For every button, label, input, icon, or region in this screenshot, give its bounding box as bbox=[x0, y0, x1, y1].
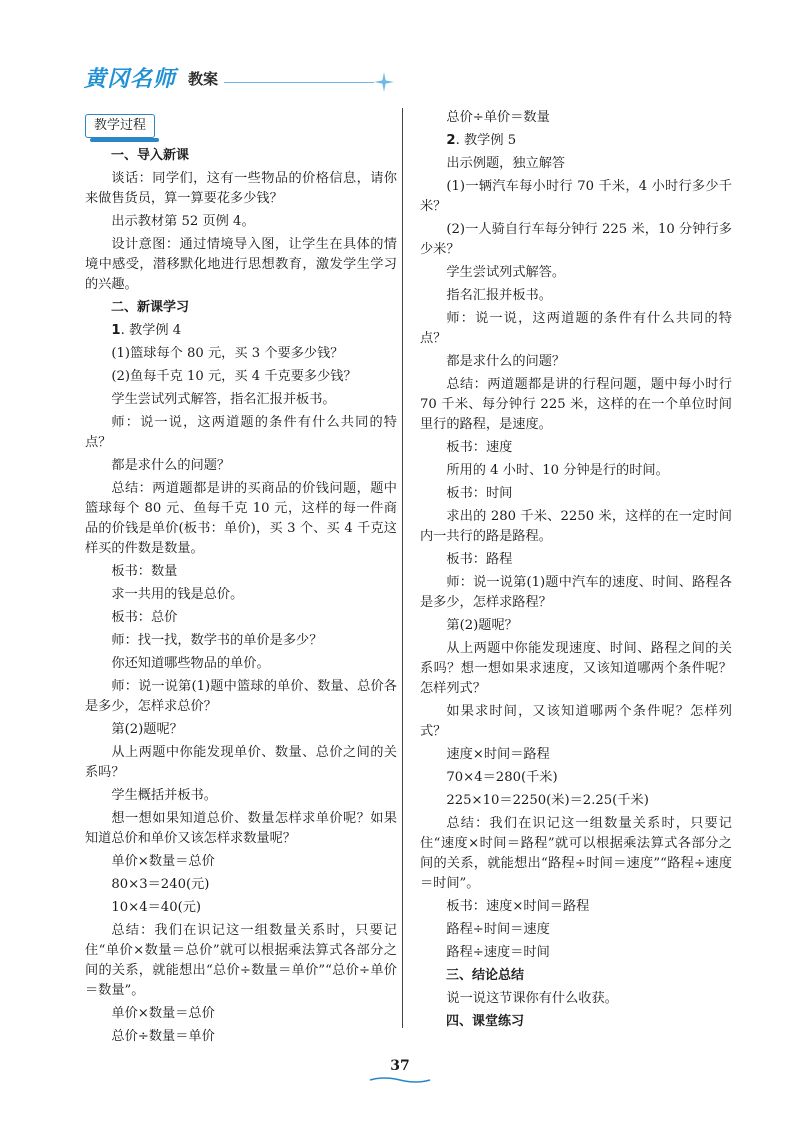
paragraph bbox=[85, 1004, 397, 1024]
paragraph-text: 板书：速度×时间＝路程 bbox=[446, 899, 590, 914]
paragraph-text: 总结：我们在识记这一组数量关系时，只要记住“单价×数量＝总价”就可以根据乘法算式各部分之间的关系，就能想出“总价÷数量＝单价”“总价÷单价＝数量”。 bbox=[85, 923, 397, 998]
paragraph bbox=[420, 639, 732, 699]
paragraph bbox=[85, 654, 397, 674]
paragraph-text: 总价÷单价＝数量 bbox=[446, 110, 550, 125]
paragraph bbox=[420, 768, 732, 788]
paragraph bbox=[420, 814, 732, 894]
paragraph bbox=[420, 550, 732, 570]
paragraph bbox=[85, 743, 397, 783]
paragraph bbox=[420, 438, 732, 458]
paragraph-text: 师：说一说第(1)题中篮球的单价、数量、总价各是多少，怎样求总价？ bbox=[85, 679, 397, 714]
right-column-body bbox=[420, 108, 732, 1032]
sparkle-icon bbox=[372, 70, 396, 94]
paragraph bbox=[420, 989, 732, 1009]
paragraph bbox=[85, 631, 397, 651]
paragraph-text: 师：说一说，这两道题的条件有什么共同的特点？ bbox=[85, 415, 397, 450]
paragraph bbox=[420, 791, 732, 811]
paragraph bbox=[85, 875, 397, 895]
paragraph bbox=[420, 375, 732, 435]
paragraph-text: 你还知道哪些物品的单价。 bbox=[111, 656, 270, 671]
paragraph bbox=[420, 131, 732, 151]
paragraph bbox=[85, 169, 397, 209]
paragraph bbox=[85, 786, 397, 806]
section-heading bbox=[420, 966, 732, 986]
paragraph-text: 师：说一说第(1)题中汽车的速度、时间、路程各是多少，怎样求路程？ bbox=[420, 575, 732, 610]
paragraph bbox=[85, 456, 397, 476]
left-column-body bbox=[85, 146, 397, 1047]
paragraph-text: 设计意图：通过情境导入图，让学生在具体的情境中感受，潜移默化地进行思想教育，激发学生学习的兴趣。 bbox=[85, 237, 397, 292]
paragraph bbox=[85, 390, 397, 410]
paragraph-text: 二、新课学习 bbox=[111, 300, 190, 315]
paragraph bbox=[85, 479, 397, 559]
paragraph bbox=[85, 585, 397, 605]
paragraph-text: 第(2)题呢？ bbox=[111, 722, 183, 737]
paragraph-text: 学生尝试列式解答，指名汇报并板书。 bbox=[111, 392, 336, 407]
paragraph bbox=[420, 484, 732, 504]
section-tag-teaching-process: 教学过程 bbox=[85, 114, 155, 138]
paragraph-text: 板书：路程 bbox=[446, 552, 513, 567]
page-number: 37 bbox=[390, 1058, 410, 1074]
paragraph-text: 总结：我们在识记这一组数量关系时，只要记住“速度×时间＝路程”就可以根据乘法算式各部分之间的关系，就能想出“路程÷时间＝速度”“路程÷速度＝时间”。 bbox=[420, 816, 732, 891]
paragraph bbox=[85, 235, 397, 295]
item-number: 1 bbox=[111, 323, 121, 338]
paragraph bbox=[85, 720, 397, 740]
left-column bbox=[85, 108, 397, 1050]
header-subtitle: 教案 bbox=[188, 70, 219, 88]
paragraph bbox=[420, 177, 732, 217]
paragraph bbox=[85, 921, 397, 1001]
paragraph-text: 从上两题中你能发现单价、数量、总价之间的关系吗？ bbox=[85, 745, 397, 780]
paragraph bbox=[420, 286, 732, 306]
paragraph-text: 总结：两道题都是讲的买商品的价钱问题，题中篮球每个 80 元、鱼每千克 10 元，这样的每一件商品的价钱是单价(板书：单价)，买 3 个、买 4 千克这样买的件数是数量。 bbox=[85, 481, 397, 556]
paragraph-text: 学生尝试列式解答。 bbox=[446, 265, 566, 280]
paragraph-text: 路程÷时间＝速度 bbox=[446, 922, 550, 937]
paragraph bbox=[85, 321, 397, 341]
paragraph-text: 板书：数量 bbox=[111, 564, 178, 579]
paragraph bbox=[420, 920, 732, 940]
paragraph-text: 师：说一说，这两道题的条件有什么共同的特点？ bbox=[420, 311, 732, 346]
paragraph-text: 单价×数量＝总价 bbox=[111, 1006, 215, 1021]
paragraph-text: 速度×时间＝路程 bbox=[446, 747, 550, 762]
paragraph bbox=[85, 677, 397, 717]
paragraph-text: 求出的 280 千米、2250 米，这样的在一定时间内一共行的路是路程。 bbox=[420, 509, 732, 544]
paragraph-text: 从上两题中你能发现速度、时间、路程之间的关系吗？想一想如果求速度，又该知道哪两个条件呢？怎样列式？ bbox=[420, 641, 732, 696]
paragraph-text: 出示教材第 52 页例 4。 bbox=[111, 214, 255, 229]
paragraph-text: 如果求时间，又该知道哪两个条件呢？怎样列式？ bbox=[420, 704, 732, 739]
column-divider bbox=[402, 108, 403, 1028]
paragraph bbox=[85, 562, 397, 582]
paragraph-text: 求一共用的钱是总价。 bbox=[111, 587, 244, 602]
paragraph-text: 总价÷数量＝单价 bbox=[111, 1029, 215, 1044]
paragraph bbox=[85, 1027, 397, 1047]
paragraph-text: 单价×数量＝总价 bbox=[111, 854, 215, 869]
paragraph bbox=[85, 413, 397, 453]
paragraph bbox=[420, 309, 732, 349]
paragraph bbox=[420, 461, 732, 481]
paragraph-text: (2)鱼每千克 10 元，买 4 千克要多少钱？ bbox=[111, 369, 357, 384]
section-heading bbox=[85, 146, 397, 166]
paragraph bbox=[85, 608, 397, 628]
paragraph-text: (1)一辆汽车每小时行 70 千米，4 小时行多少千米？ bbox=[420, 179, 732, 214]
paragraph-text: 出示例题，独立解答 bbox=[446, 156, 566, 171]
paragraph bbox=[85, 212, 397, 232]
paragraph-text: 谈话：同学们，这有一些物品的价格信息，请你来做售货员，算一算要花多少钱？ bbox=[85, 171, 397, 206]
paragraph-text: 70×4＝280(千米) bbox=[446, 770, 558, 785]
paragraph-text: 说一说这节课你有什么收获。 bbox=[446, 991, 618, 1006]
paragraph-text: 都是求什么的问题？ bbox=[446, 354, 566, 369]
paragraph bbox=[420, 220, 732, 260]
paragraph bbox=[85, 367, 397, 387]
paragraph bbox=[420, 573, 732, 613]
paragraph bbox=[85, 852, 397, 872]
paragraph-text: . 教学例 4 bbox=[120, 323, 182, 338]
paragraph-text: 80×3＝240(元) bbox=[111, 877, 210, 892]
paragraph bbox=[420, 507, 732, 547]
section-heading bbox=[85, 298, 397, 318]
paragraph bbox=[85, 809, 397, 849]
paragraph bbox=[420, 943, 732, 963]
right-column bbox=[420, 108, 732, 1035]
paragraph-text: (1)篮球每个 80 元，买 3 个要多少钱？ bbox=[111, 346, 344, 361]
paragraph-text: 板书：速度 bbox=[446, 440, 513, 455]
page-number-ornament bbox=[368, 1076, 432, 1084]
paragraph-text: 都是求什么的问题？ bbox=[111, 458, 231, 473]
paragraph bbox=[420, 745, 732, 765]
paragraph-text: 总结：两道题都是讲的行程问题，题中每小时行 70 千米、每分钟行 225 米，这样的在一个单位时间里行的路程，是速度。 bbox=[420, 377, 732, 432]
paragraph bbox=[85, 898, 397, 918]
section-heading bbox=[420, 1012, 732, 1032]
paragraph-text: 一、导入新课 bbox=[111, 148, 190, 163]
paragraph bbox=[420, 352, 732, 372]
paragraph-text: 板书：时间 bbox=[446, 486, 513, 501]
paragraph bbox=[85, 344, 397, 364]
paragraph-text: . 教学例 5 bbox=[455, 133, 517, 148]
paragraph bbox=[420, 108, 732, 128]
paragraph-text: 225×10＝2250(米)＝2.25(千米) bbox=[446, 793, 649, 808]
paragraph-text: 第(2)题呢？ bbox=[446, 618, 518, 633]
paragraph-text: 10×4＝40(元) bbox=[111, 900, 202, 915]
paragraph bbox=[420, 263, 732, 283]
paragraph-text: 路程÷速度＝时间 bbox=[446, 945, 550, 960]
paragraph-text: 指名汇报并板书。 bbox=[446, 288, 552, 303]
item-number: 2 bbox=[446, 133, 456, 148]
paragraph bbox=[420, 616, 732, 636]
paragraph-text: 板书：总价 bbox=[111, 610, 178, 625]
page-header bbox=[84, 62, 324, 96]
brand-logo-text: 黄冈名师 bbox=[84, 67, 177, 92]
header-rule bbox=[224, 82, 374, 83]
paragraph-text: 想一想如果知道总价、数量怎样求单价呢？如果知道总价和单价又该怎样求数量呢？ bbox=[85, 811, 397, 846]
paragraph-text: (2)一人骑自行车每分钟行 225 米，10 分钟行多少米？ bbox=[420, 222, 732, 257]
paragraph bbox=[420, 154, 732, 174]
paragraph-text: 学生概括并板书。 bbox=[111, 788, 217, 803]
paragraph-text: 所用的 4 小时、10 分钟是行的时间。 bbox=[446, 463, 669, 478]
paragraph-text: 四、课堂练习 bbox=[446, 1014, 525, 1029]
paragraph-text: 三、结论总结 bbox=[446, 968, 525, 983]
paragraph bbox=[420, 702, 732, 742]
paragraph bbox=[420, 897, 732, 917]
paragraph-text: 师：找一找，数学书的单价是多少？ bbox=[111, 633, 323, 648]
